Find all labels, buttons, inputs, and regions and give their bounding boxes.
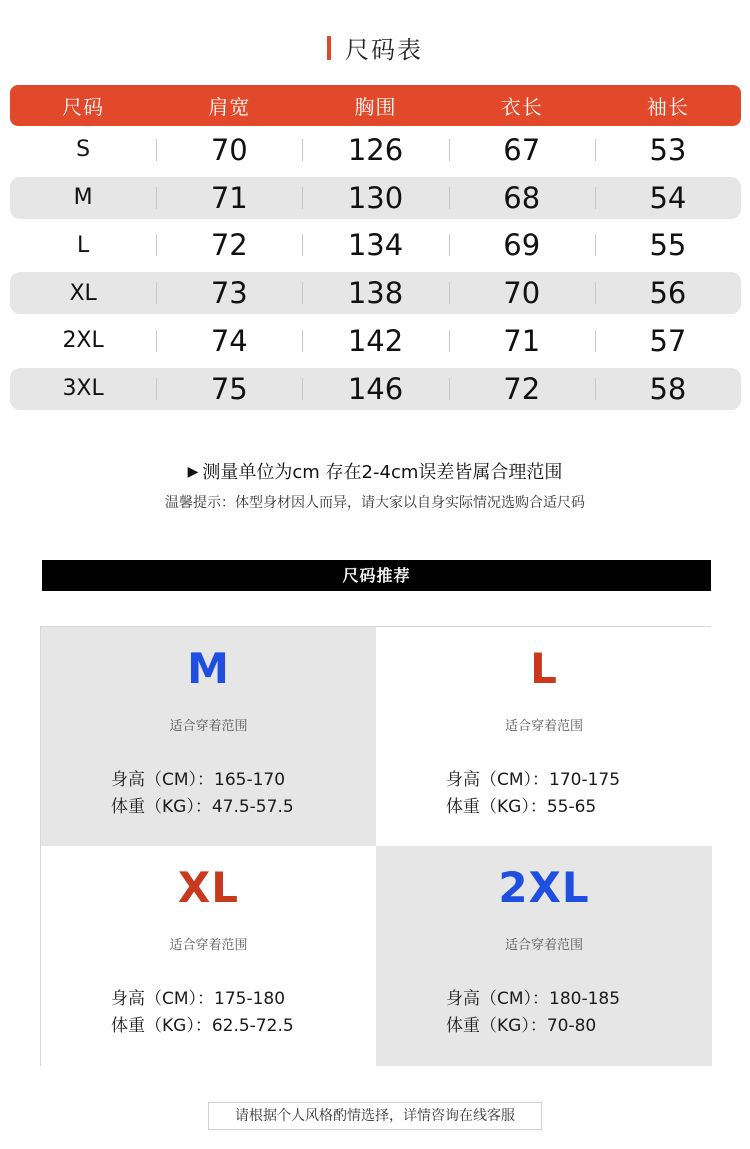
card-weight: 体重（KG）：70-80 [446,1016,597,1036]
table-cell: 71 [156,181,302,215]
table-cell: 126 [302,133,448,167]
title-accent-bar [327,36,331,60]
table-cell: 68 [449,181,595,215]
recommend-card-xl [41,846,376,1066]
recommend-grid [40,626,711,1066]
table-cell: 54 [595,181,741,215]
table-cell: 146 [302,372,448,406]
size-table [10,85,741,413]
card-size: L [530,644,558,693]
table-cell: L [76,232,90,258]
card-subtitle: 适合穿着范围 [504,938,583,953]
table-cell: 71 [449,324,595,358]
table-cell: 138 [302,276,448,310]
header-length: 衣长 [500,95,543,119]
card-weight: 体重（KG）：62.5-72.5 [111,1016,294,1036]
recommend-card-m [41,627,376,846]
table-cell: 55 [595,228,741,262]
table-row [10,368,741,410]
fit-tip: 温馨提示：体型身材因人而异，请大家以自身实际情况选购合适尺码 [165,495,585,511]
table-cell: XL [69,280,97,306]
triangle-arrow-icon: ▶ [187,464,199,480]
card-height: 身高（CM）：175-180 [111,989,286,1009]
card-weight: 体重（KG）：55-65 [446,797,597,817]
table-cell: 70 [449,276,595,310]
card-subtitle: 适合穿着范围 [169,938,248,953]
table-cell: 67 [449,133,595,167]
table-cell: 74 [156,324,302,358]
header-chest: 胸围 [354,95,397,119]
footer-note: 请根据个人风格酌情选择，详情咨询在线客服 [208,1102,542,1130]
page-title [0,30,750,65]
table-row [10,272,741,314]
table-cell: 53 [595,133,741,167]
table-row [10,222,741,270]
card-subtitle: 适合穿着范围 [169,719,248,734]
header-shoulder: 肩宽 [208,95,251,119]
card-height: 身高（CM）：165-170 [111,770,286,790]
recommend-card-2xl [376,846,712,1066]
header-size: 尺码 [62,95,105,119]
size-table-header [10,85,741,126]
table-cell: 69 [449,228,595,262]
table-cell: 3XL [62,376,104,401]
card-subtitle: 适合穿着范围 [504,719,583,734]
recommend-card-l [376,627,712,846]
measurement-note-text: 测量单位为cm 存在2-4cm误差皆属合理范围 [202,462,563,483]
table-cell: S [76,137,91,163]
measurement-note [0,458,750,484]
card-height: 身高（CM）：170-175 [446,770,621,790]
table-cell: 72 [156,228,302,262]
table-cell: 56 [595,276,741,310]
table-cell: 75 [156,372,302,406]
header-sleeve: 袖长 [646,95,689,119]
page-title-text: 尺码表 [345,36,423,64]
card-size: 2XL [498,863,590,912]
table-row [10,317,741,365]
table-cell: 57 [595,324,741,358]
table-cell: 2XL [62,328,104,354]
table-cell: 142 [302,324,448,358]
table-cell: 134 [302,228,448,262]
card-size: M [187,644,230,693]
recommend-header: 尺码推荐 [42,560,711,591]
table-row [10,177,741,219]
table-cell: 70 [156,133,302,167]
card-weight: 体重（KG）：47.5-57.5 [111,797,294,817]
table-row [10,126,741,174]
card-size: XL [177,863,240,912]
table-cell: 130 [302,181,448,215]
table-cell: 58 [595,372,741,406]
table-cell: 73 [156,276,302,310]
table-cell: M [73,185,93,210]
table-cell: 72 [449,372,595,406]
card-height: 身高（CM）：180-185 [446,989,621,1009]
